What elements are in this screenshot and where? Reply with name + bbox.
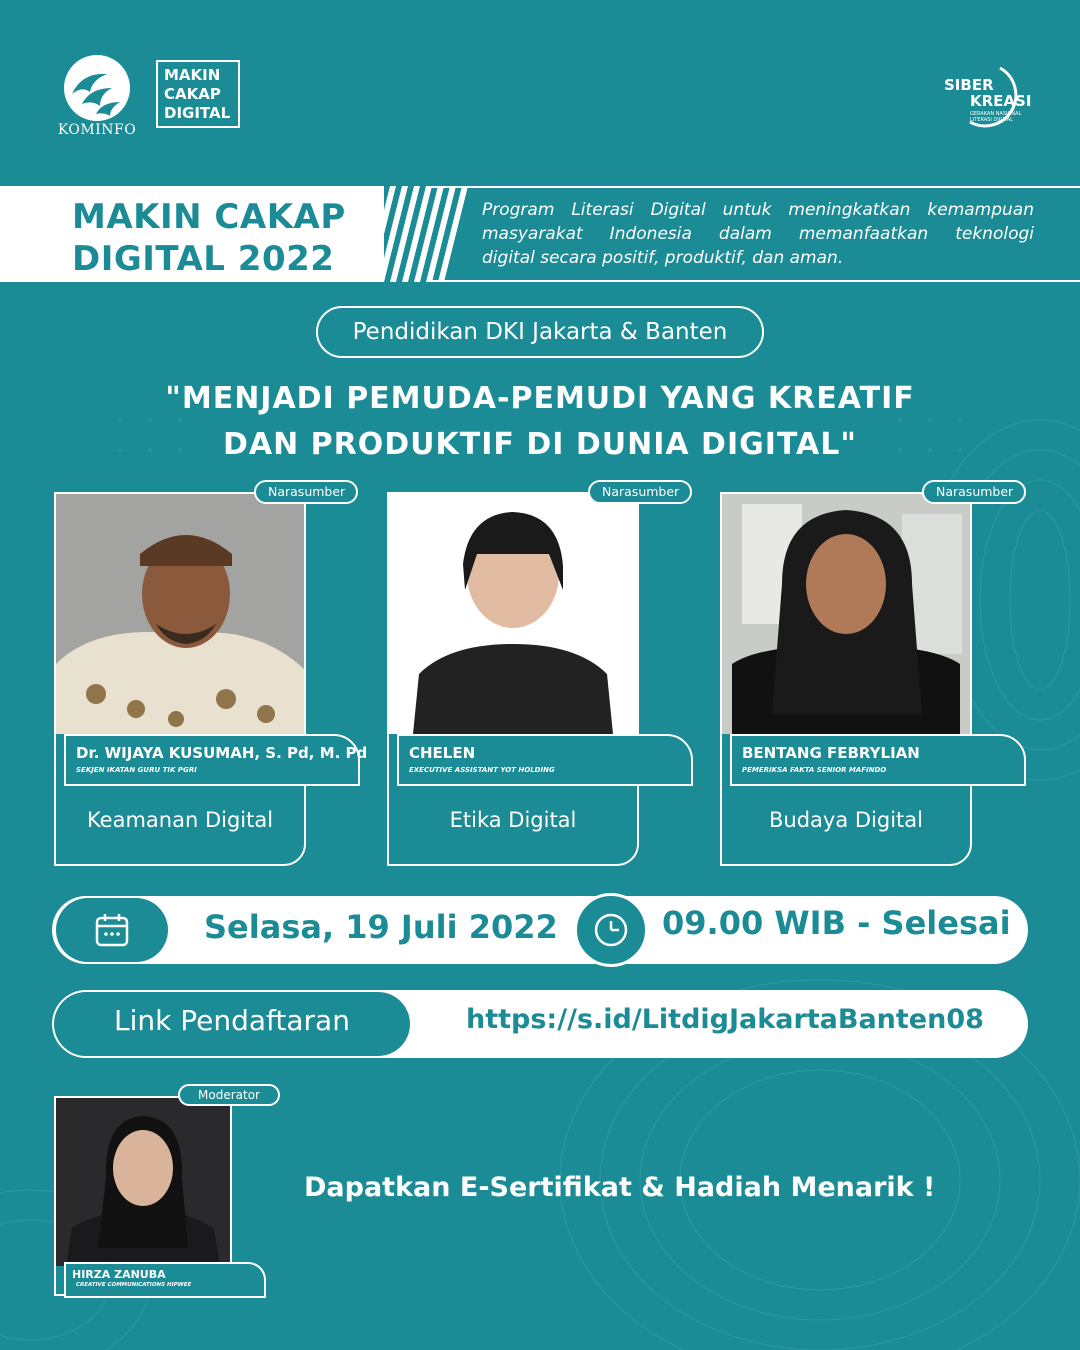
registration-label: Link Pendaftaran [114,1004,350,1037]
speaker-topic: Etika Digital [449,808,577,832]
clock-icon [593,912,629,948]
moderator-photo [56,1098,230,1266]
mcd-line: MAKIN [164,66,221,84]
speaker-role: PEMERIKSA FAKTA SENIOR MAFINDO [742,766,887,774]
banner-desc-line: digital secara positif, produktif, dan aman. [482,248,844,268]
speaker-name: BENTANG FEBRYLIAN [742,744,920,762]
mcd-line: CAKAP [164,85,221,103]
call-to-action: Dapatkan E-Sertifikat & Hadiah Menarik ! [304,1172,936,1203]
speaker-photo [56,494,304,734]
calendar-badge [56,898,168,962]
speaker-topic: Keamanan Digital [86,808,274,832]
clock-badge [574,893,648,967]
region-pill: Pendidikan DKI Jakarta & Banten [316,306,764,358]
banner-desc-line: Program Literasi Digital untuk meningkatkan kemampuan [482,200,1034,220]
theme-line: DAN PRODUKTIF DI DUNIA DIGITAL" [223,427,857,462]
speaker-badge: Narasumber [922,480,1026,504]
theme-line: "MENJADI PEMUDA-PEMUDI YANG KREATIF [165,381,915,416]
banner-desc-line: masyarakat Indonesia dalam memanfaatkan teknologi [482,224,1034,244]
makin-cakap-digital-logo [156,60,240,128]
speaker-role: SEKJEN IKATAN GURU TIK PGRI [76,766,197,774]
speaker-topic: Budaya Digital [769,808,923,832]
moderator-badge: Moderator [178,1084,280,1106]
speaker-photo [389,494,637,734]
registration-link[interactable]: https://s.id/LitdigJakartaBanten08 [466,1004,984,1035]
banner-description [482,198,1034,270]
siberkreasi-line2: KREASI [970,92,1032,110]
siberkreasi-tagline: GERAKAN NASIONAL LITERASI DIGITAL [970,111,1022,123]
event-time: 09.00 WIB - Selesai [662,904,1011,942]
event-date: Selasa, 19 Juli 2022 [204,908,558,946]
speaker-name: CHELEN [409,744,476,762]
banner-title-line: DIGITAL 2022 [72,239,335,279]
siberkreasi-line1: SIBER [944,76,994,94]
kominfo-label: KOMINFO [57,122,137,138]
mcd-line: DIGITAL [164,104,231,122]
speaker-badge: Narasumber [588,480,692,504]
speaker-role: EXECUTIVE ASSISTANT YOT HOLDING [409,766,555,774]
moderator-name: HIRZA ZANUBA [72,1268,166,1281]
banner-title-line: MAKIN CAKAP [72,197,346,237]
speaker-name: Dr. WIJAYA KUSUMAH, S. Pd, M. Pd [76,744,368,762]
banner-title [72,196,372,280]
speaker-photo [722,494,970,734]
event-theme [60,376,1020,468]
speaker-badge: Narasumber [254,480,358,504]
calendar-icon [94,912,130,948]
moderator-role: CREATIVE COMMUNICATIONS HIPWEE [76,1282,192,1288]
